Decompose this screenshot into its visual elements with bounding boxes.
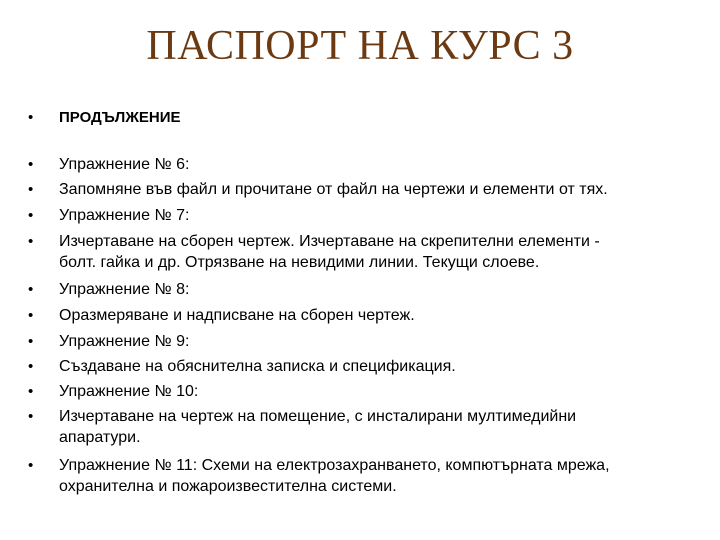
bullet-marker: •: [28, 408, 34, 425]
bullet-marker: •: [28, 281, 34, 298]
bullet-marker: •: [28, 457, 34, 474]
exercise-description: Изчертаване на сборен чертеж. Изчертаване на скрепителни елементи -: [59, 233, 600, 250]
exercise-description-cont: охранителна и пожароизвестителна системи.: [59, 478, 397, 495]
bullet-marker: •: [28, 383, 34, 400]
slide-title: ПАСПОРТ НА КУРС 3: [146, 23, 574, 69]
exercise-description: Създаване на обяснителна записка и спецификация.: [59, 358, 456, 375]
section-heading: ПРОДЪЛЖЕНИЕ: [59, 109, 181, 126]
bullet-marker: •: [28, 109, 34, 126]
bullet-marker: •: [28, 333, 34, 350]
exercise-label: Упражнение № 8: [59, 281, 185, 298]
exercise-label: Упражнение № 7: [59, 207, 185, 224]
exercise-description: Изчертаване на чертеж на помещение, с инсталирани мултимедийни: [59, 408, 577, 425]
bullet-marker: •: [28, 358, 34, 375]
exercise-label: Упражнение № 10: [59, 383, 194, 400]
bullet-marker: •: [28, 233, 34, 250]
exercise-description-cont: апаратури.: [59, 429, 141, 446]
bullet-marker: •: [28, 207, 34, 224]
bullet-marker: •: [28, 307, 34, 324]
exercise-label: Упражнение № 6: [59, 156, 185, 173]
bullet-list: • ПРОДЪЛЖЕНИЕ • Упражнение № 6: • Запомняне във файл и прочитане от файл на чертежи и елементи от тях. • Упражнение № 7: • Изчертаване на сборен чертеж. Изчертаване на скрепителни елементи - болт. гайка и др. Отрязване на невидими линии. Текущи слоеве. • Упражнение № 8: • Оразмеряване и надписване на сборен чертеж. • Упражнение № 9: • Създаване на обяснителна записка и спецификация. • Упражнение № 10: • Изчертаване на чертеж на помещение, с инсталирани мултимедийни апаратури. • Упражнение № 11: Схеми на електрозахранването, компютърната мрежа, охранителна и пожароизвестителна системи.: [0, 0, 720, 540]
exercise-description: : Схеми на електрозахранването, компютърната мрежа,: [192, 457, 610, 474]
bullet-marker: •: [28, 181, 34, 198]
exercise-description: Запомняне във файл и прочитане от файл на чертежи и елементи от тях.: [59, 181, 608, 198]
exercise-label: Упражнение № 11: [59, 457, 193, 474]
exercise-description: Оразмеряване и надписване на сборен чертеж.: [59, 307, 415, 324]
exercise-description-cont: болт. гайка и др. Отрязване на невидими линии. Текущи слоеве.: [59, 254, 540, 271]
bullet-marker: •: [28, 156, 34, 173]
exercise-label: Упражнение № 9: [59, 333, 185, 350]
